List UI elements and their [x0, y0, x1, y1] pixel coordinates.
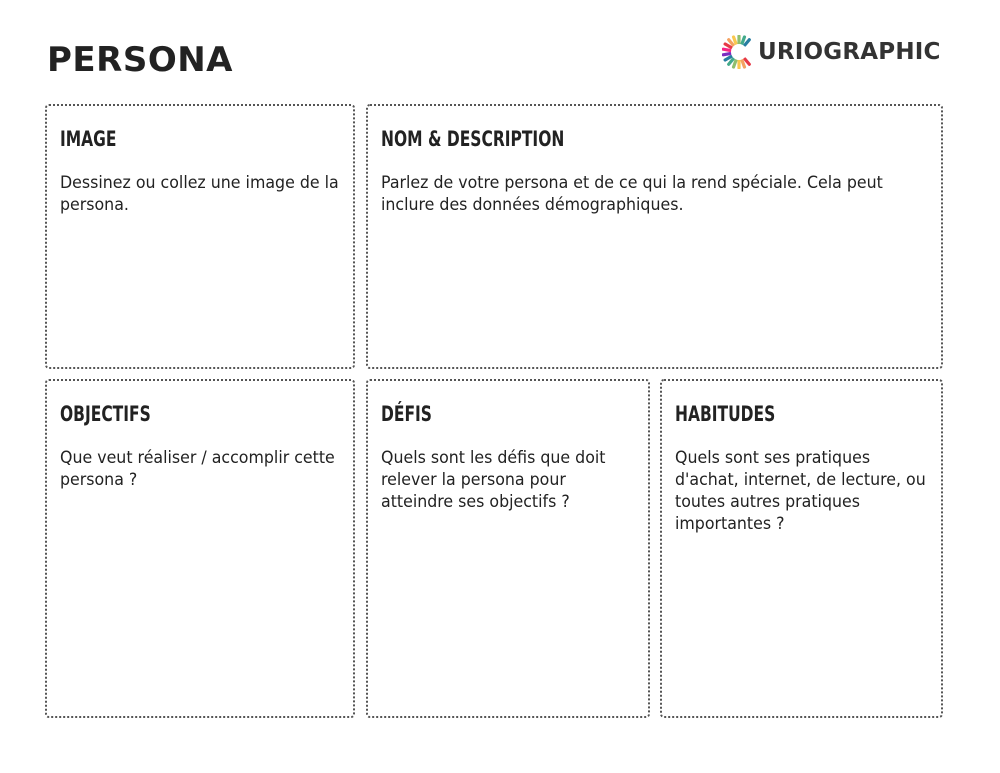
name-description-card-title: NOM & DESCRIPTION — [381, 127, 565, 151]
logo-center — [731, 44, 747, 60]
brand-logo — [722, 33, 941, 71]
habitudes-card-description: Quels sont ses pratiques d'achat, internet, de lecture, ou toutes autres pratiques importantes ? — [675, 448, 926, 534]
logo-ray — [734, 60, 736, 67]
logo-ray — [742, 60, 744, 67]
logo-ray — [734, 37, 736, 44]
logo-ray — [725, 44, 731, 48]
curiographic-logo-icon — [722, 35, 756, 69]
image-card[interactable] — [45, 104, 355, 369]
logo-ray — [723, 54, 730, 55]
brand-wordmark: URIOGRAPHIC — [758, 39, 941, 65]
habitudes-card[interactable] — [660, 379, 943, 718]
logo-ray — [745, 40, 749, 45]
defis-card-description: Quels sont les défis que doit relever la persona pour atteindre ses objectifs ? — [381, 448, 606, 512]
logo-ray — [729, 59, 733, 64]
objectifs-card-title: OBJECTIFS — [60, 402, 151, 426]
logo-ray — [729, 40, 733, 45]
logo-ray — [725, 57, 731, 61]
logo-ray — [742, 37, 744, 44]
image-card-title: IMAGE — [60, 127, 117, 151]
objectifs-card-description: Que veut réaliser / accomplir cette persona ? — [60, 448, 335, 490]
defis-card[interactable] — [366, 379, 650, 718]
name-description-card-description: Parlez de votre persona et de ce qui la rend spéciale. Cela peut inclure des données démographiques. — [381, 173, 883, 215]
logo-ray — [745, 59, 749, 64]
habitudes-card-title: HABITUDES — [675, 402, 776, 426]
name-description-card[interactable] — [366, 104, 943, 369]
image-card-description: Dessinez ou collez une image de la persona. — [60, 173, 339, 215]
logo-ray — [723, 49, 730, 50]
defis-card-title: DÉFIS — [381, 402, 432, 426]
objectifs-card[interactable] — [45, 379, 355, 718]
page-title: PERSONA — [47, 40, 233, 80]
